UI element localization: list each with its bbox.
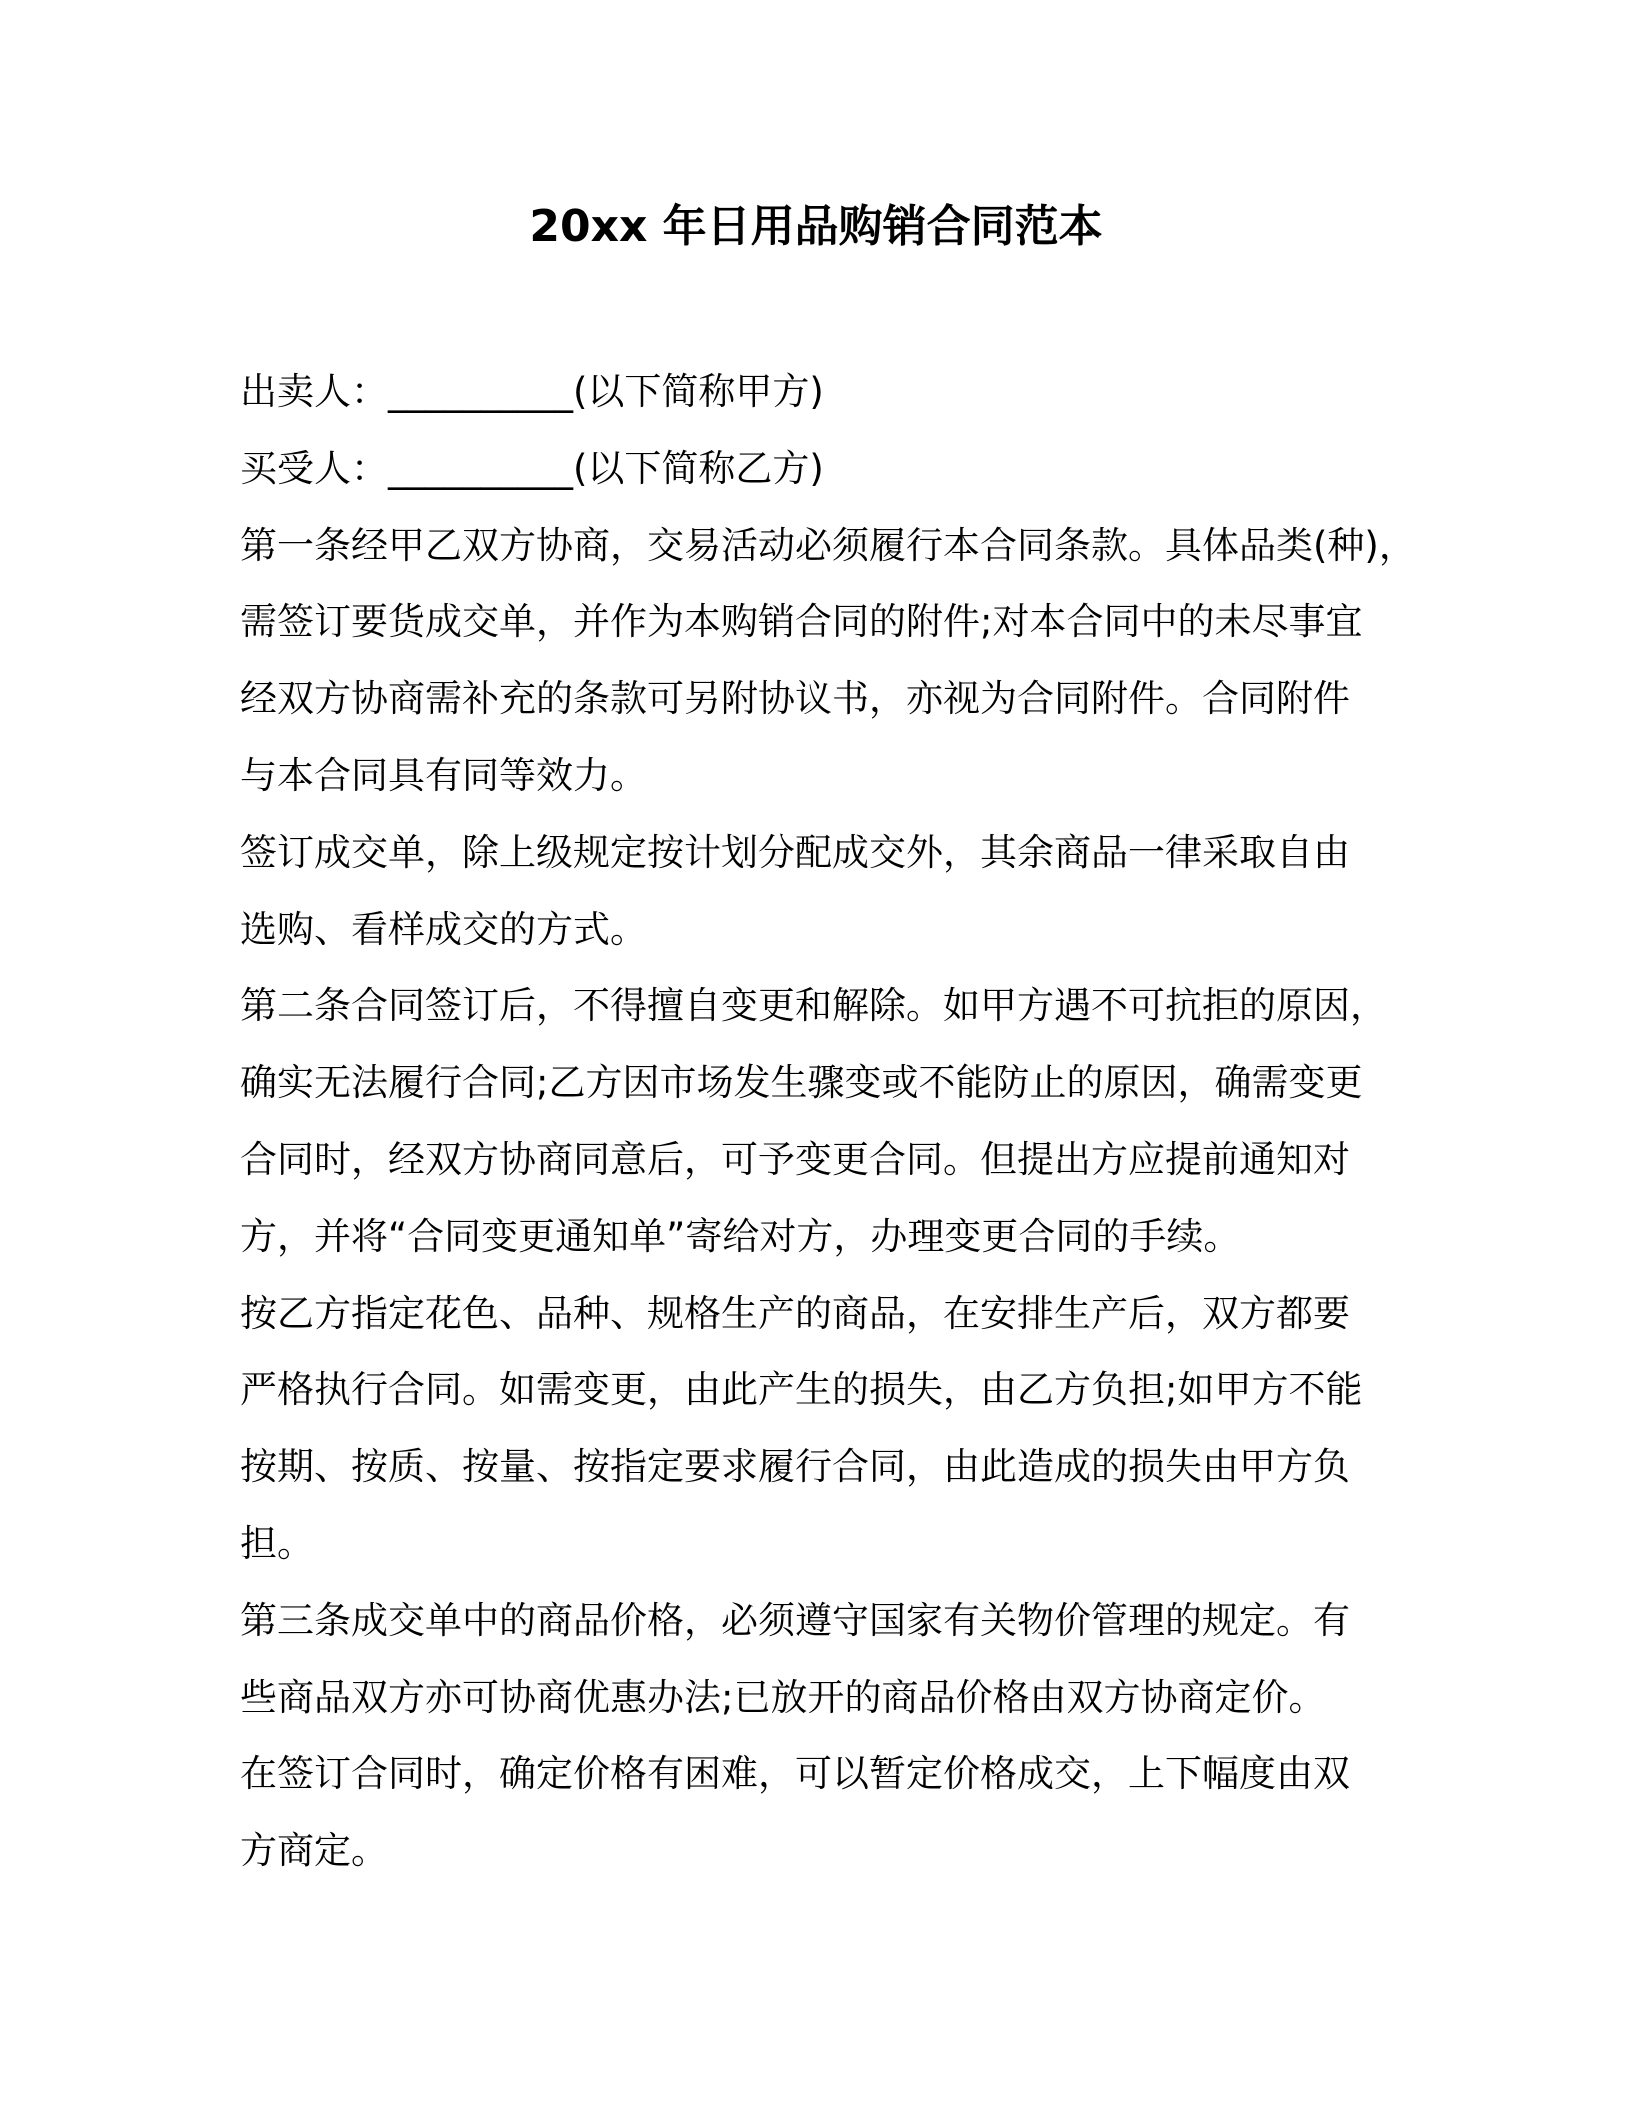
text-line: 第二条合同签订后，不得擅自变更和解除。如甲方遇不可抗拒的原因， [240, 984, 1387, 1028]
text-line: 方，并将“合同变更通知单”寄给对方，办理变更合同的手续。 [240, 1214, 1241, 1258]
text-line: 选购、看样成交的方式。 [240, 907, 647, 951]
text-line: 担。 [240, 1521, 314, 1565]
text-line: 确实无法履行合同;乙方因市场发生骤变或不能防止的原因，确需变更 [240, 1061, 1363, 1105]
document-title: 20xx 年日用品购销合同范本 [529, 201, 1103, 252]
text-line: 严格执行合同。如需变更，由此产生的损失，由乙方负担;如甲方不能 [240, 1368, 1363, 1412]
text-line: 经双方协商需补充的条款可另附协议书，亦视为合同附件。合同附件 [240, 677, 1350, 721]
text-line: 出卖人：__________(以下简称甲方) [240, 370, 824, 413]
text-line: 第三条成交单中的商品价格，必须遵守国家有关物价管理的规定。有 [240, 1598, 1350, 1642]
text-line: 在签订合同时，确定价格有困难，可以暂定价格成交，上下幅度由双 [240, 1752, 1350, 1796]
text-line: 按乙方指定花色、品种、规格生产的商品，在安排生产后，双方都要 [240, 1291, 1350, 1335]
text-line: 与本合同具有同等效力。 [240, 753, 647, 797]
text-line: 买受人：__________(以下简称乙方) [240, 446, 824, 490]
text-line: 签订成交单，除上级规定按计划分配成交外，其余商品一律采取自由 [240, 830, 1350, 874]
document-body [240, 354, 1440, 1890]
text-line: 按期、按质、按量、按指定要求履行合同，由此造成的损失由甲方负 [240, 1445, 1350, 1489]
text-line: 需签订要货成交单，并作为本购销合同的附件;对本合同中的未尽事宜 [240, 600, 1363, 644]
text-line: 方商定。 [240, 1829, 388, 1873]
text-line: 合同时，经双方协商同意后，可予变更合同。但提出方应提前通知对 [240, 1137, 1350, 1181]
text-line: 些商品双方亦可协商优惠办法;已放开的商品价格由双方协商定价。 [240, 1675, 1326, 1719]
text-line: 第一条经甲乙双方协商，交易活动必须履行本合同条款。具体品类(种)， [240, 523, 1416, 567]
